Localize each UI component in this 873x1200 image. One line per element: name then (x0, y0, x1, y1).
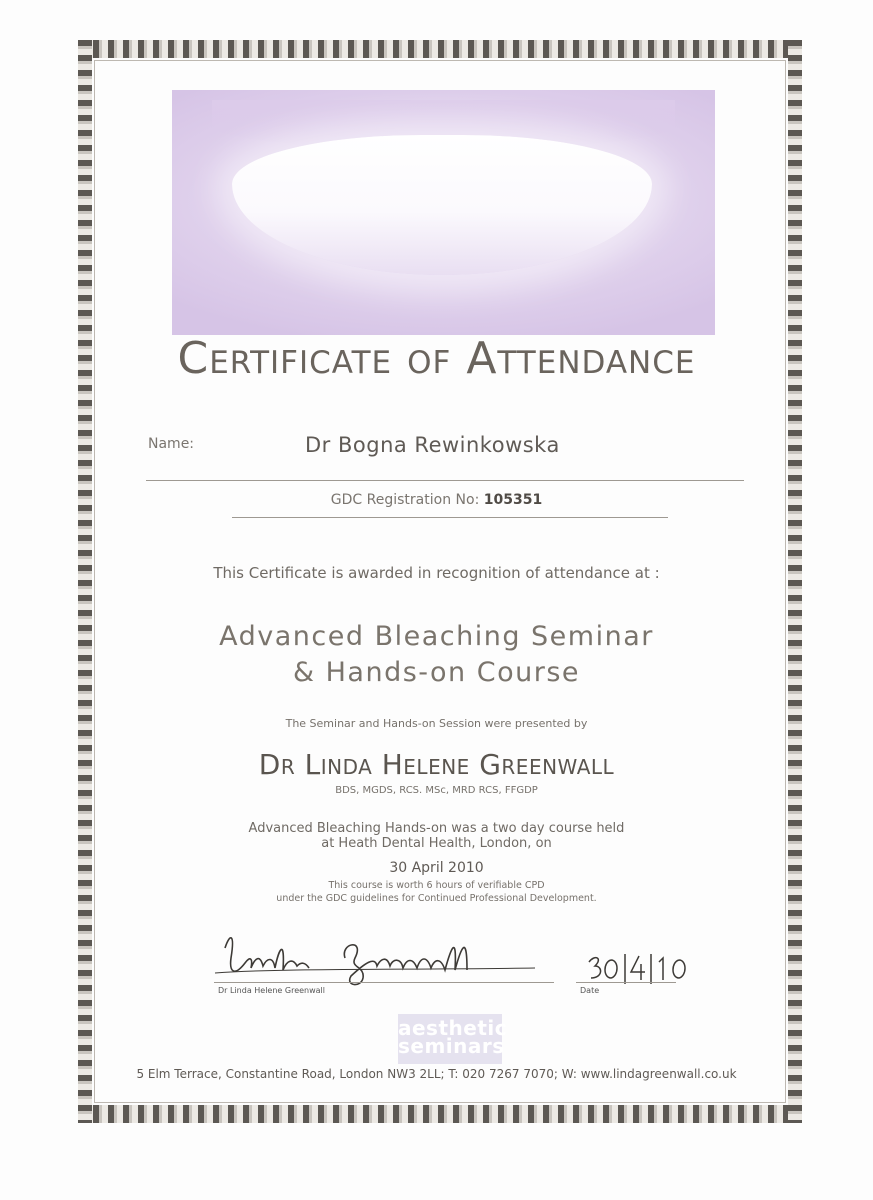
gdc-registration (0, 492, 873, 508)
signature-caption: Dr Linda Helene Greenwall (218, 986, 325, 995)
aesthetic-seminars-logo (398, 1014, 508, 1064)
teeth (232, 135, 652, 275)
date-caption: Date (580, 986, 600, 995)
course-title (0, 619, 873, 691)
course-description-line-2: at Heath Dental Health, London, on (321, 836, 552, 851)
logo-line-2: seminars (398, 1034, 505, 1058)
presenter-qualifications: BDS, MGDS, RCS. MSc, MRD RCS, FFGDP (335, 785, 538, 796)
border-top (78, 40, 802, 58)
presented-by-text: The Seminar and Hands-on Session were presented by (285, 717, 588, 730)
course-date: 30 April 2010 (389, 860, 484, 876)
handwritten-date (585, 950, 695, 990)
cpd-line-2: under the GDC guidelines for Continued Professional Development. (276, 893, 597, 904)
course-title-line-1: Advanced Bleaching Seminar (219, 621, 654, 652)
smile-photo (172, 90, 715, 335)
attendee-name: Dr Bogna Rewinkowska (305, 433, 560, 457)
awarded-statement: This Certificate is awarded in recognition of attendance at : (213, 564, 660, 582)
gdc-number: 105351 (483, 492, 543, 508)
gdc-label: GDC Registration No: (330, 492, 480, 508)
handwritten-signature (205, 918, 565, 988)
cpd-line-1: This course is worth 6 hours of verifiable CPD (328, 880, 545, 891)
certificate-title: Certificate of Attendance (177, 333, 696, 384)
logo-line-1: aesthetic (398, 1016, 508, 1040)
signature-underline (214, 982, 554, 983)
course-description (0, 821, 873, 851)
gdc-underline (232, 517, 668, 518)
cpd-note (0, 879, 873, 905)
name-label: Name: (148, 436, 195, 452)
border-bottom (78, 1105, 802, 1123)
presenter-name: Dr Linda Helene Greenwall (258, 748, 615, 781)
course-description-line-1: Advanced Bleaching Hands-on was a two day course held (248, 821, 625, 836)
course-title-line-2: & Hands-on Course (292, 657, 581, 688)
contact-address: 5 Elm Terrace, Constantine Road, London NW3 2LL; T: 020 7267 7070; W: www.lindagreenwall.co.uk (136, 1067, 737, 1081)
date-underline (576, 982, 676, 983)
name-underline (146, 480, 744, 481)
